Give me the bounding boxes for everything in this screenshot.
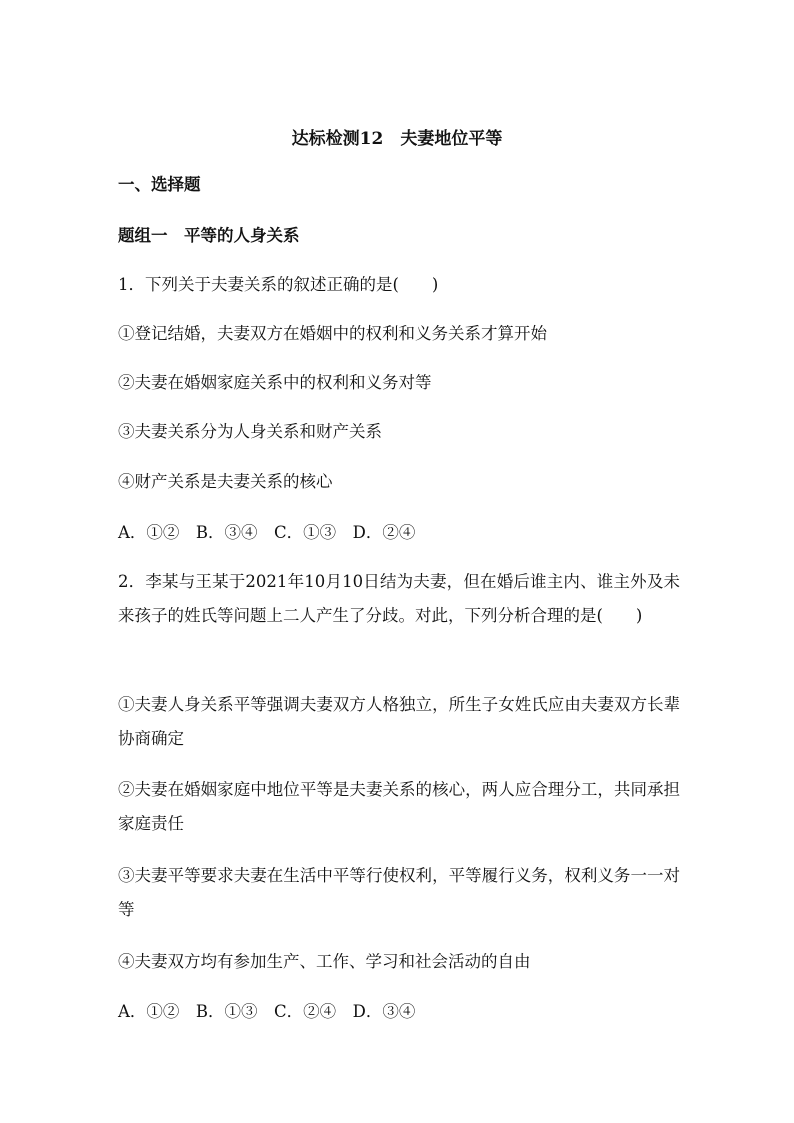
question-1-option-1: ①登记结婚，夫妻双方在婚姻中的权利和义务关系才算开始	[118, 324, 547, 343]
section-heading: 一、选择题	[118, 175, 201, 194]
question-2-stem: 2．李某与王某于2021年10月10日结为夫妻，但在婚后谁主内、谁主外及未来孩子的姓氏等问题上二人产生了分歧。对此，下列分析合理的是( )	[118, 572, 680, 625]
question-2-option-1: ①夫妻人身关系平等强调夫妻双方人格独立，所生子女姓氏应由夫妻双方长辈协商确定	[118, 695, 680, 748]
question-2-option-4: ④夫妻双方均有参加生产、工作、学习和社会活动的自由	[118, 952, 531, 971]
question-2-option-2: ②夫妻在婚姻家庭中地位平等是夫妻关系的核心，两人应合理分工，共同承担家庭责任	[118, 780, 680, 833]
group-heading: 题组一 平等的人身关系	[118, 226, 300, 245]
question-1-answers: A．①② B．③④ C．①③ D．②④	[118, 523, 416, 542]
page-title: 达标检测12 夫妻地位平等	[291, 129, 503, 149]
question-2-option-3: ③夫妻平等要求夫妻在生活中平等行使权利，平等履行义务，权利义务一一对等	[118, 866, 680, 919]
question-1-option-4: ④财产关系是夫妻关系的核心	[118, 472, 333, 491]
question-1-stem: 1．下列关于夫妻关系的叙述正确的是( )	[118, 275, 439, 294]
question-2-answers: A．①② B．①③ C．②④ D．③④	[118, 1002, 416, 1021]
question-1-option-3: ③夫妻关系分为人身关系和财产关系	[118, 422, 382, 441]
question-1-option-2: ②夫妻在婚姻家庭关系中的权利和义务对等	[118, 373, 432, 392]
